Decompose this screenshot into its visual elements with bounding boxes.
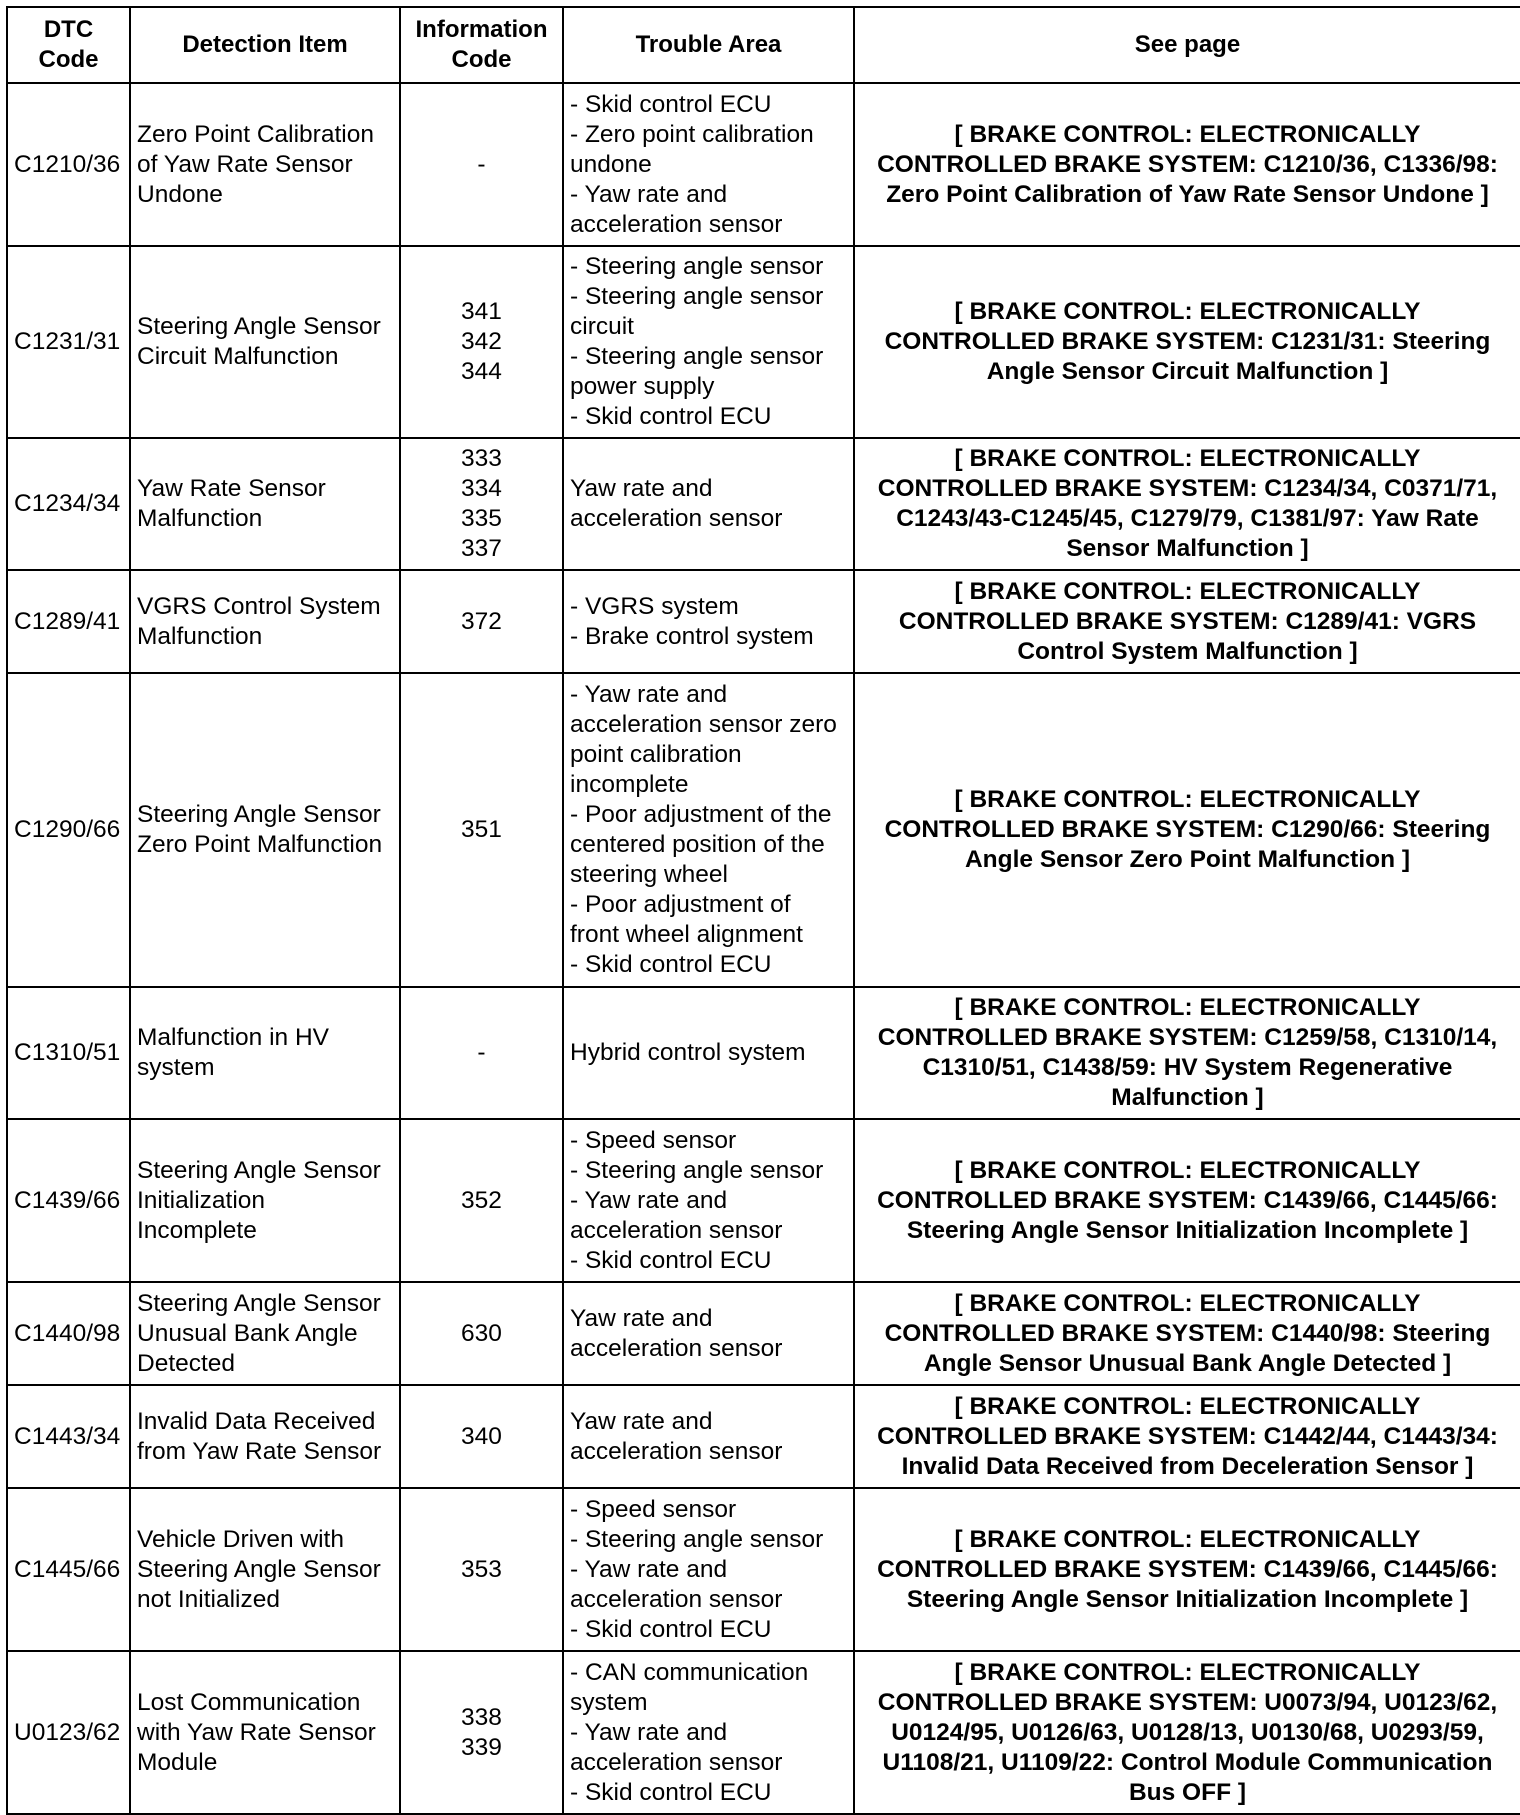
dtc-code-cell: C1445/66 <box>7 1488 130 1651</box>
detection-item-cell: Vehicle Driven with Steering Angle Sensor not Initialized <box>130 1488 400 1651</box>
table-row <box>7 1385 1520 1488</box>
see-page-link[interactable]: [ BRAKE CONTROL: ELECTRONICALLY CONTROLLED BRAKE SYSTEM: C1289/41: VGRS Control System Malfunction ] <box>854 570 1520 673</box>
detection-item-cell: VGRS Control System Malfunction <box>130 570 400 673</box>
dtc-code-cell: U0123/62 <box>7 1651 130 1814</box>
table-row <box>7 1651 1520 1814</box>
trouble-area-cell: Hybrid control system <box>563 987 854 1119</box>
detection-item-cell: Steering Angle Sensor Zero Point Malfunction <box>130 673 400 987</box>
dtc-code-cell: C1289/41 <box>7 570 130 673</box>
trouble-area-cell: - Yaw rate and acceleration sensor zero point calibration incomplete - Poor adjustment of the centered position of the steering wheel - Poor adjustment of front wheel alignment - Skid control ECU <box>563 673 854 987</box>
table-row <box>7 1119 1520 1282</box>
see-page-link[interactable]: [ BRAKE CONTROL: ELECTRONICALLY CONTROLLED BRAKE SYSTEM: C1439/66, C1445/66: Steering Angle Sensor Initialization Incomplete ] <box>854 1119 1520 1282</box>
header-label: DTC Code <box>38 16 99 73</box>
detection-item-cell: Invalid Data Received from Yaw Rate Sensor <box>130 1385 400 1488</box>
trouble-area-cell: Yaw rate and acceleration sensor <box>563 1385 854 1488</box>
detection-item-cell: Steering Angle Sensor Unusual Bank Angle Detected <box>130 1282 400 1385</box>
dtc-code-cell: C1310/51 <box>7 987 130 1119</box>
header-dtc-code <box>7 7 130 83</box>
information-code-cell: 333 334 335 337 <box>400 438 563 570</box>
header-label: Trouble Area <box>635 31 782 58</box>
table-row <box>7 438 1520 570</box>
detection-item-cell: Steering Angle Sensor Circuit Malfunction <box>130 246 400 438</box>
see-page-link[interactable]: [ BRAKE CONTROL: ELECTRONICALLY CONTROLLED BRAKE SYSTEM: C1290/66: Steering Angle Sensor Zero Point Malfunction ] <box>854 673 1520 987</box>
header-information-code <box>400 7 563 83</box>
table-row <box>7 1488 1520 1651</box>
trouble-area-cell: - Speed sensor - Steering angle sensor - Yaw rate and acceleration sensor - Skid control ECU <box>563 1488 854 1651</box>
dtc-code-cell: C1234/34 <box>7 438 130 570</box>
detection-item-cell: Yaw Rate Sensor Malfunction <box>130 438 400 570</box>
header-row <box>7 7 1520 83</box>
information-code-cell: 351 <box>400 673 563 987</box>
dtc-code-cell: C1290/66 <box>7 673 130 987</box>
trouble-area-cell: - Skid control ECU - Zero point calibration undone - Yaw rate and acceleration sensor <box>563 83 854 246</box>
information-code-cell: 338 339 <box>400 1651 563 1814</box>
trouble-area-cell: - Speed sensor - Steering angle sensor - Yaw rate and acceleration sensor - Skid control ECU <box>563 1119 854 1282</box>
dtc-code-cell: C1443/34 <box>7 1385 130 1488</box>
trouble-area-cell: Yaw rate and acceleration sensor <box>563 1282 854 1385</box>
dtc-code-cell: C1440/98 <box>7 1282 130 1385</box>
information-code-cell: - <box>400 83 563 246</box>
see-page-link[interactable]: [ BRAKE CONTROL: ELECTRONICALLY CONTROLLED BRAKE SYSTEM: C1210/36, C1336/98: Zero Point Calibration of Yaw Rate Sensor Undone ] <box>854 83 1520 246</box>
table-row <box>7 1282 1520 1385</box>
trouble-area-cell: Yaw rate and acceleration sensor <box>563 438 854 570</box>
table-row <box>7 987 1520 1119</box>
detection-item-cell: Steering Angle Sensor Initialization Incomplete <box>130 1119 400 1282</box>
header-label: Information Code <box>415 16 548 73</box>
header-label: Detection Item <box>182 31 348 58</box>
information-code-cell: 353 <box>400 1488 563 1651</box>
information-code-cell: 630 <box>400 1282 563 1385</box>
header-trouble-area <box>563 7 854 83</box>
trouble-area-cell: - VGRS system - Brake control system <box>563 570 854 673</box>
header-detection-item <box>130 7 400 83</box>
detection-item-cell: Zero Point Calibration of Yaw Rate Sensor Undone <box>130 83 400 246</box>
dtc-code-cell: C1231/31 <box>7 246 130 438</box>
dtc-table <box>6 6 1520 1815</box>
see-page-link[interactable]: [ BRAKE CONTROL: ELECTRONICALLY CONTROLLED BRAKE SYSTEM: C1439/66, C1445/66: Steering Angle Sensor Initialization Incomplete ] <box>854 1488 1520 1651</box>
information-code-cell: - <box>400 987 563 1119</box>
header-label: See page <box>1134 31 1241 58</box>
see-page-link[interactable]: [ BRAKE CONTROL: ELECTRONICALLY CONTROLLED BRAKE SYSTEM: C1234/34, C0371/71, C1243/43-C1245/45, C1279/79, C1381/97: Yaw Rate Sensor Malfunction ] <box>854 438 1520 570</box>
information-code-cell: 372 <box>400 570 563 673</box>
dtc-code-cell: C1439/66 <box>7 1119 130 1282</box>
table-row <box>7 83 1520 246</box>
trouble-area-cell: - Steering angle sensor - Steering angle sensor circuit - Steering angle sensor power supply - Skid control ECU <box>563 246 854 438</box>
see-page-link[interactable]: [ BRAKE CONTROL: ELECTRONICALLY CONTROLLED BRAKE SYSTEM: C1442/44, C1443/34: Invalid Data Received from Deceleration Sensor ] <box>854 1385 1520 1488</box>
detection-item-cell: Lost Communication with Yaw Rate Sensor Module <box>130 1651 400 1814</box>
dtc-code-cell: C1210/36 <box>7 83 130 246</box>
see-page-link[interactable]: [ BRAKE CONTROL: ELECTRONICALLY CONTROLLED BRAKE SYSTEM: C1259/58, C1310/14, C1310/51, C1438/59: HV System Regenerative Malfunction ] <box>854 987 1520 1119</box>
table-row <box>7 673 1520 987</box>
see-page-link[interactable]: [ BRAKE CONTROL: ELECTRONICALLY CONTROLLED BRAKE SYSTEM: C1231/31: Steering Angle Sensor Circuit Malfunction ] <box>854 246 1520 438</box>
table-row <box>7 570 1520 673</box>
trouble-area-cell: - CAN communication system - Yaw rate and acceleration sensor - Skid control ECU <box>563 1651 854 1814</box>
header-see-page <box>854 7 1520 83</box>
see-page-link[interactable]: [ BRAKE CONTROL: ELECTRONICALLY CONTROLLED BRAKE SYSTEM: C1440/98: Steering Angle Sensor Unusual Bank Angle Detected ] <box>854 1282 1520 1385</box>
information-code-cell: 340 <box>400 1385 563 1488</box>
information-code-cell: 352 <box>400 1119 563 1282</box>
detection-item-cell: Malfunction in HV system <box>130 987 400 1119</box>
information-code-cell: 341 342 344 <box>400 246 563 438</box>
table-row <box>7 246 1520 438</box>
see-page-link[interactable]: [ BRAKE CONTROL: ELECTRONICALLY CONTROLLED BRAKE SYSTEM: U0073/94, U0123/62, U0124/95, U0126/63, U0128/13, U0130/68, U0293/59, U1108/21, U1109/22: Control Module Communication Bus OFF ] <box>854 1651 1520 1814</box>
